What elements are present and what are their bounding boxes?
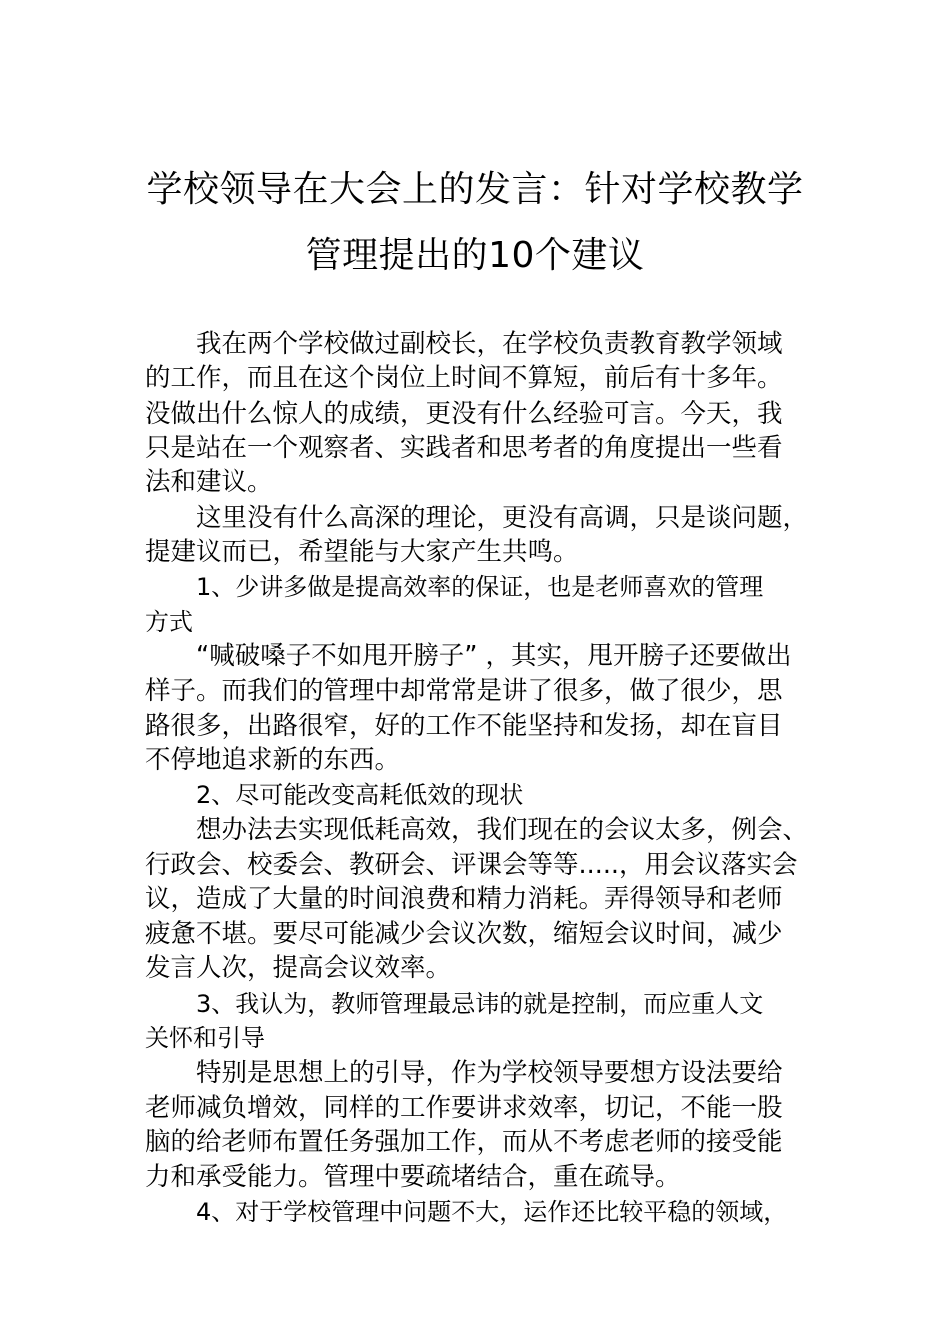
section-heading-line: 4、对于学校管理中问题不大，运作还比较平稳的领域， — [196, 1198, 788, 1226]
document-title-line-1: 学校领导在大会上的发言：针对学校教学 — [146, 169, 804, 210]
section-heading-line: 方式 — [145, 608, 193, 636]
paragraph-line: 我在两个学校做过副校长，在学校负责教育教学领域 — [196, 329, 783, 359]
section-heading-line: 2、尽可能改变高耗低效的现状 — [196, 781, 524, 809]
paragraph-line: 不停地追求新的东西。 — [145, 745, 401, 775]
paragraph-line: 法和建议。 — [145, 467, 273, 497]
paragraph-line: 样子。而我们的管理中却常常是讲了很多，做了很少，思 — [145, 676, 783, 706]
section-heading-line: 关怀和引导 — [145, 1024, 265, 1052]
paragraph-line: 疲惫不堪。要尽可能减少会议次数，缩短会议时间，减少 — [145, 919, 783, 949]
section-heading-line: 1、少讲多做是提高效率的保证，也是老师喜欢的管理 — [196, 573, 764, 601]
paragraph-line: 想办法去实现低耗高效，我们现在的会议太多，例会、 — [196, 815, 809, 845]
paragraph-line: 的工作，而且在这个岗位上时间不算短，前后有十多年。 — [145, 363, 783, 393]
paragraph-line: 老师减负增效，同样的工作要讲求效率，切记，不能一股 — [145, 1093, 783, 1123]
paragraph-line: 没做出什么惊人的成绩，更没有什么经验可言。今天，我 — [145, 399, 783, 429]
document-title-line-2: 管理提出的10个建议 — [305, 235, 645, 276]
section-heading-line: 3、我认为，教师管理最忌讳的就是控制，而应重人文 — [196, 990, 764, 1018]
paragraph-line: 特别是思想上的引导，作为学校领导要想方设法要给 — [196, 1058, 783, 1088]
paragraph-line: 议，造成了大量的时间浪费和精力消耗。弄得领导和老师 — [145, 884, 783, 914]
paragraph-line: 路很多，出路很窄，好的工作不能坚持和发扬，却在盲目 — [145, 711, 783, 741]
paragraph-line: 只是站在一个观察者、实践者和思考者的角度提出一些看 — [145, 433, 783, 463]
paragraph-line: 力和承受能力。管理中要疏堵结合，重在疏导。 — [145, 1162, 681, 1192]
paragraph-line: 行政会、校委会、教研会、评课会等等.....，用会议落实会 — [145, 850, 798, 880]
paragraph-line: 提建议而已，希望能与大家产生共鸣。 — [145, 537, 579, 567]
paragraph-line: “喊破嗓子不如甩开膀子” ，其实，甩开膀子还要做出 — [196, 641, 792, 671]
paragraph-line: 发言人次，提高会议效率。 — [145, 953, 452, 983]
paragraph-line: 脑的给老师布置任务强加工作，而从不考虑老师的接受能 — [145, 1127, 783, 1157]
paragraph-line: 这里没有什么高深的理论，更没有高调，只是谈问题， — [196, 503, 809, 533]
